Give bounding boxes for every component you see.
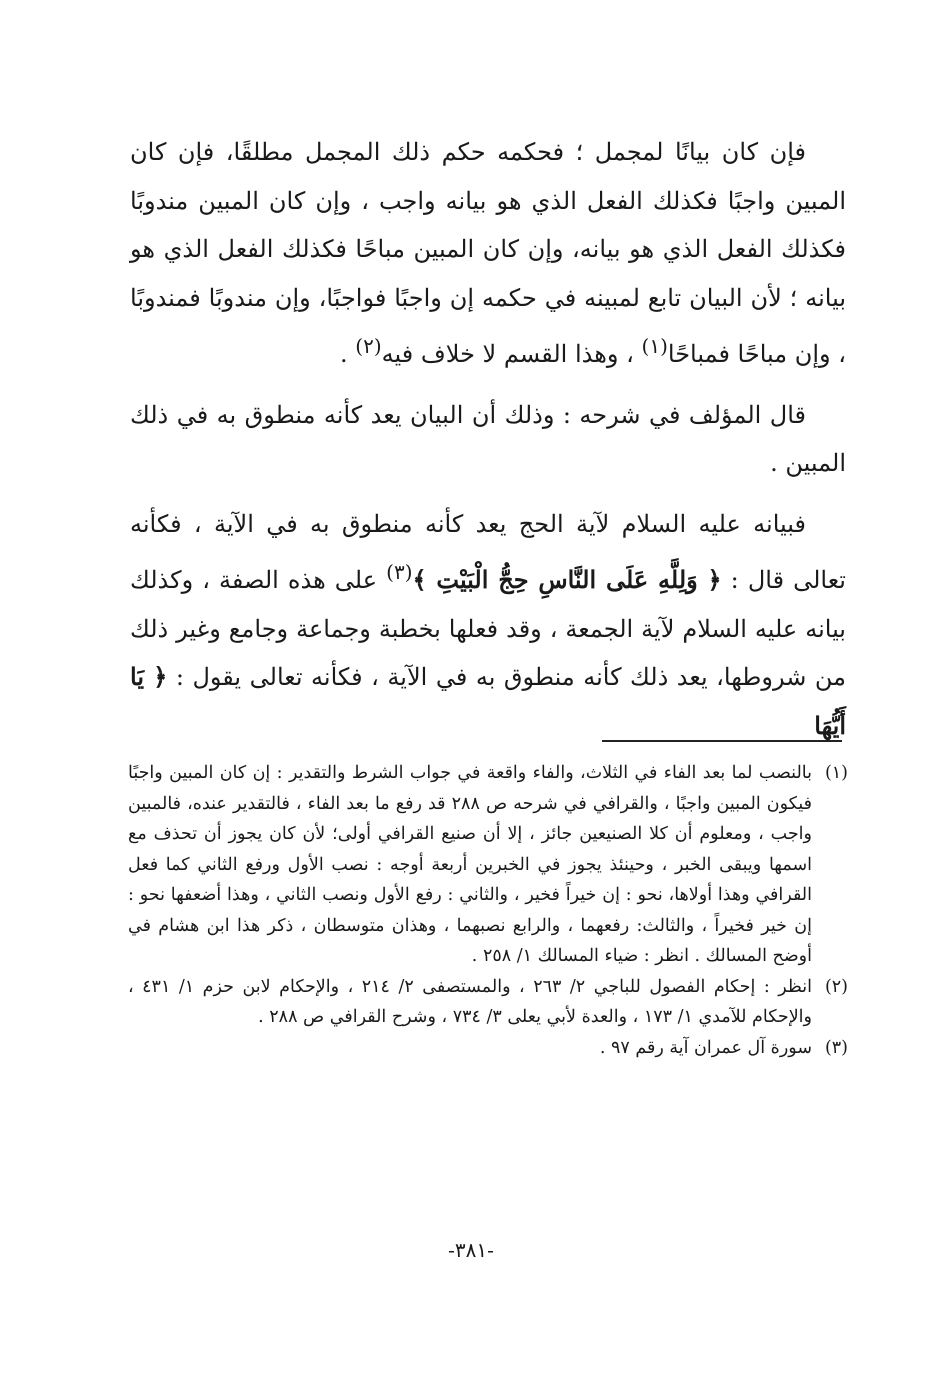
footnote-number: (٣) <box>824 1037 848 1058</box>
quran-verse-1: ﴿ وَلِلَّهِ عَلَى النَّاسِ حِجُّ الْبَيْتِ ﴾ <box>412 565 722 594</box>
footnote-ref-3[interactable]: (٣) <box>386 560 413 584</box>
paragraph-2: قال المؤلف في شرحه : وذلك أن البيان يعد كأنه منطوق به في ذلك المبين . <box>130 400 846 477</box>
paragraph-3 <box>130 500 846 751</box>
page-number: -٣٨١- <box>448 1238 494 1262</box>
footnote-ref-2[interactable]: (٢) <box>355 334 382 358</box>
paragraph-3-text: فبيانه عليه السلام لآية الحج يعد كأنه منطوق به في الآية ، فكأنه تعالى قال : <box>130 509 846 594</box>
footnote-ref-1[interactable]: (١) <box>641 334 668 358</box>
footnote-3 <box>128 1033 848 1064</box>
footnote-number: (٢) <box>824 976 848 997</box>
footnote-text: بالنصب لما بعد الفاء في الثلاث، والفاء واقعة في جواب الشرط والتقدير : إن كان المبين واجبًا فيكون المبين واجبًا ، والقرافي في شرحه ص ٢٨٨ قد رفع ما بعد الفاء ، فالتقدير عنده، فالمبين واجب ، ومعلوم أن كلا الصنيعين جائز ، إلا أن صنيع القرافي أولى؛ لأن كان يجوز أن تحذف مع اسمها ويبقى الخبر ، وحينئذ يجوز في الخبرين أربعة أوجه : نصب الأول ورفع الثاني كما فعل القرافي وهذا أولاها، نحو : إن خيراً فخير ، والثاني : رفع الأول ونصب الثاني ، وهذا أضعفها نحو : إن خير فخيراً ، والثالث: رفعهما ، والرابع نصبهما ، وهذان متوسطان ، ذكر هذا ابن هشام في أوضح المسالك . انظر : ضياء المسالك ١/ ٢٥٨ . <box>128 763 812 966</box>
paragraph-1 <box>130 128 846 379</box>
main-text-body <box>130 128 846 762</box>
footnote-2 <box>128 972 848 1033</box>
paragraph-1-text: فإن كان بيانًا لمجمل ؛ فحكمه حكم ذلك المجمل مطلقًا، فإن كان المبين واجبًا فكذلك الفعل الذي هو بيانه واجب ، وإن كان المبين مندوبًا فكذلك الفعل الذي هو بيانه، وإن كان المبين مباحًا فكذلك الفعل الذي هو بيانه ؛ لأن البيان تابع لمبينه في حكمه إن واجبًا فواجبًا، وإن مندوبًا فمندوبًا ، وإن مباحًا فمباحًا <box>130 138 846 368</box>
footnote-number: (١) <box>824 763 848 783</box>
footnote-1 <box>128 758 848 972</box>
paragraph-1-text-end: . <box>340 340 356 368</box>
footnote-text: سورة آل عمران آية رقم ٩٧ . <box>599 1037 812 1058</box>
footnote-separator <box>602 740 842 742</box>
quran-verse-2: ﴿ يَا أَيُّهَا <box>130 662 846 740</box>
footnotes-section <box>128 758 848 1063</box>
paragraph-1-text-continued: ، وهذا القسم لا خلاف فيه <box>381 340 642 368</box>
footnote-text: انظر : إحكام الفصول للباجي ٢/ ٢٦٣ ، والمستصفى ٢/ ٢١٤ ، والإحكام لابن حزم ١/ ٤٣١ ، والإحكام للآمدي ١/ ١٧٣ ، والعدة لأبي يعلى ٣/ ٧٣٤ ، وشرح القرافي ص ٢٨٨ . <box>128 976 812 1027</box>
paragraph-3-text-continued: على هذه الصفة ، وكذلك بيانه عليه السلام لآية الجمعة ، وقد فعلها بخطبة وجماعة وجامع وغير ذلك من شروطها، يعد ذلك كأنه منطوق به في الآية ، فكأنه تعالى يقول : <box>130 566 846 691</box>
